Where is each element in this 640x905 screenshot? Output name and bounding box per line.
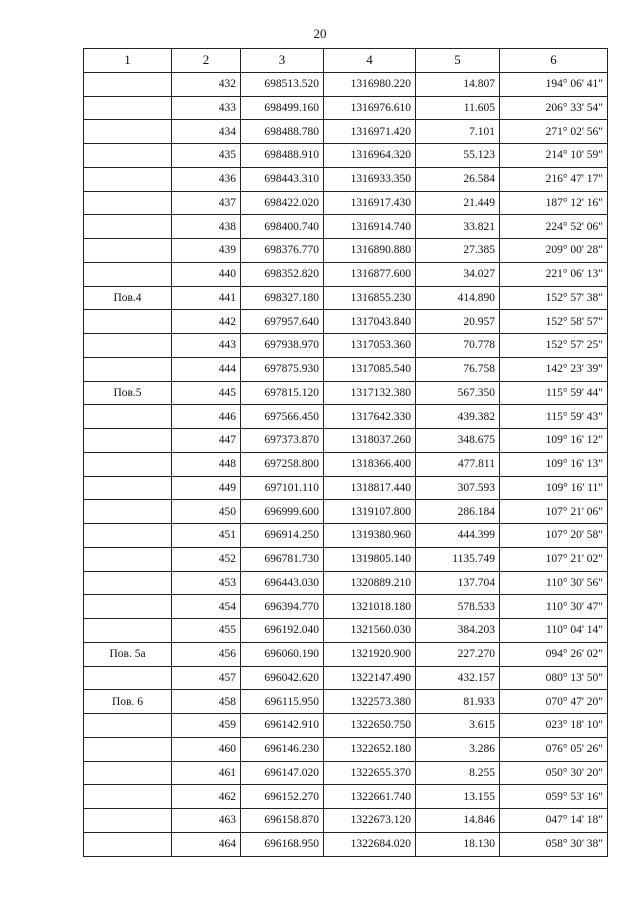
direction-angle: 110° 30' 47" bbox=[500, 595, 608, 619]
segment-length: 55.123 bbox=[416, 144, 500, 168]
coordinate-y: 1322650.750 bbox=[324, 714, 416, 738]
coordinate-y: 1321920.900 bbox=[324, 642, 416, 666]
page-number: 20 bbox=[313, 26, 327, 41]
segment-length: 3.615 bbox=[416, 714, 500, 738]
turn-point-label bbox=[84, 191, 172, 215]
coordinate-y: 1321018.180 bbox=[324, 595, 416, 619]
segment-length: 81.933 bbox=[416, 690, 500, 714]
coordinate-x: 696060.190 bbox=[241, 642, 324, 666]
direction-angle: 058° 30' 38" bbox=[500, 832, 608, 856]
coordinate-x: 696142.910 bbox=[241, 714, 324, 738]
direction-angle: 076° 05' 26" bbox=[500, 737, 608, 761]
coordinate-y: 1322673.120 bbox=[324, 809, 416, 833]
coordinate-x: 696152.270 bbox=[241, 785, 324, 809]
coordinates-table bbox=[83, 48, 608, 857]
coordinate-y: 1318037.260 bbox=[324, 429, 416, 453]
table-row bbox=[84, 737, 608, 761]
turn-point-label bbox=[84, 310, 172, 334]
segment-length: 14.807 bbox=[416, 72, 500, 96]
coordinate-x: 696042.620 bbox=[241, 666, 324, 690]
segment-length: 34.027 bbox=[416, 262, 500, 286]
direction-angle: 107° 20' 58" bbox=[500, 524, 608, 548]
table-row bbox=[84, 357, 608, 381]
coordinate-y: 1317642.330 bbox=[324, 405, 416, 429]
coordinate-x: 697258.800 bbox=[241, 452, 324, 476]
direction-angle: 152° 58' 57" bbox=[500, 310, 608, 334]
coordinate-x: 696147.020 bbox=[241, 761, 324, 785]
turn-point-label bbox=[84, 785, 172, 809]
table-row bbox=[84, 524, 608, 548]
coordinate-y: 1322573.380 bbox=[324, 690, 416, 714]
coordinate-x: 698352.820 bbox=[241, 262, 324, 286]
turn-point-label bbox=[84, 215, 172, 239]
table-row bbox=[84, 690, 608, 714]
point-number: 458 bbox=[172, 690, 241, 714]
point-number: 438 bbox=[172, 215, 241, 239]
direction-angle: 050° 30' 20" bbox=[500, 761, 608, 785]
coordinate-x: 697566.450 bbox=[241, 405, 324, 429]
coordinate-x: 698488.910 bbox=[241, 144, 324, 168]
point-number: 448 bbox=[172, 452, 241, 476]
table-row bbox=[84, 619, 608, 643]
point-number: 435 bbox=[172, 144, 241, 168]
segment-length: 444.399 bbox=[416, 524, 500, 548]
point-number: 445 bbox=[172, 381, 241, 405]
coordinate-y: 1316890.880 bbox=[324, 239, 416, 263]
point-number: 447 bbox=[172, 429, 241, 453]
coordinate-x: 697101.110 bbox=[241, 476, 324, 500]
coordinate-x: 696146.230 bbox=[241, 737, 324, 761]
table-row bbox=[84, 714, 608, 738]
segment-length: 76.758 bbox=[416, 357, 500, 381]
coordinate-y: 1316976.610 bbox=[324, 96, 416, 120]
segment-length: 1135.749 bbox=[416, 547, 500, 571]
direction-angle: 221° 06' 13" bbox=[500, 262, 608, 286]
table-row bbox=[84, 832, 608, 856]
turn-point-label: Пов. 5а bbox=[84, 642, 172, 666]
coordinate-y: 1317132.380 bbox=[324, 381, 416, 405]
coordinate-y: 1321560.030 bbox=[324, 619, 416, 643]
direction-angle: 107° 21' 06" bbox=[500, 500, 608, 524]
coordinate-y: 1316933.350 bbox=[324, 167, 416, 191]
turn-point-label bbox=[84, 809, 172, 833]
point-number: 459 bbox=[172, 714, 241, 738]
point-number: 463 bbox=[172, 809, 241, 833]
point-number: 460 bbox=[172, 737, 241, 761]
point-number: 437 bbox=[172, 191, 241, 215]
segment-length: 432.157 bbox=[416, 666, 500, 690]
segment-length: 18.130 bbox=[416, 832, 500, 856]
direction-angle: 206° 33' 54" bbox=[500, 96, 608, 120]
point-number: 440 bbox=[172, 262, 241, 286]
coordinate-y: 1317085.540 bbox=[324, 357, 416, 381]
coordinate-y: 1318366.400 bbox=[324, 452, 416, 476]
table-row bbox=[84, 96, 608, 120]
column-header: 1 bbox=[84, 49, 172, 73]
point-number: 452 bbox=[172, 547, 241, 571]
turn-point-label bbox=[84, 144, 172, 168]
segment-length: 14.846 bbox=[416, 809, 500, 833]
table-header-row bbox=[84, 49, 608, 73]
segment-length: 11.605 bbox=[416, 96, 500, 120]
point-number: 453 bbox=[172, 571, 241, 595]
table-row bbox=[84, 405, 608, 429]
point-number: 451 bbox=[172, 524, 241, 548]
coordinate-y: 1322147.490 bbox=[324, 666, 416, 690]
point-number: 464 bbox=[172, 832, 241, 856]
point-number: 436 bbox=[172, 167, 241, 191]
turn-point-label bbox=[84, 524, 172, 548]
segment-length: 414.890 bbox=[416, 286, 500, 310]
direction-angle: 214° 10' 59" bbox=[500, 144, 608, 168]
direction-angle: 094° 26' 02" bbox=[500, 642, 608, 666]
point-number: 432 bbox=[172, 72, 241, 96]
direction-angle: 271° 02' 56" bbox=[500, 120, 608, 144]
coordinate-x: 698443.310 bbox=[241, 167, 324, 191]
coordinate-x: 696999.600 bbox=[241, 500, 324, 524]
coordinate-x: 696115.950 bbox=[241, 690, 324, 714]
point-number: 441 bbox=[172, 286, 241, 310]
coordinate-x: 696914.250 bbox=[241, 524, 324, 548]
coordinate-y: 1316877.600 bbox=[324, 262, 416, 286]
table-row bbox=[84, 144, 608, 168]
point-number: 454 bbox=[172, 595, 241, 619]
direction-angle: 080° 13' 50" bbox=[500, 666, 608, 690]
table-row bbox=[84, 429, 608, 453]
segment-length: 8.255 bbox=[416, 761, 500, 785]
point-number: 461 bbox=[172, 761, 241, 785]
coordinate-y: 1319107.800 bbox=[324, 500, 416, 524]
table-body bbox=[84, 72, 608, 856]
coordinate-x: 696781.730 bbox=[241, 547, 324, 571]
point-number: 443 bbox=[172, 334, 241, 358]
segment-length: 578.533 bbox=[416, 595, 500, 619]
turn-point-label: Пов. 6 bbox=[84, 690, 172, 714]
column-header: 4 bbox=[324, 49, 416, 73]
coordinate-x: 698499.160 bbox=[241, 96, 324, 120]
direction-angle: 109° 16' 13" bbox=[500, 452, 608, 476]
turn-point-label: Пов.4 bbox=[84, 286, 172, 310]
segment-length: 227.270 bbox=[416, 642, 500, 666]
point-number: 439 bbox=[172, 239, 241, 263]
segment-length: 137.704 bbox=[416, 571, 500, 595]
direction-angle: 047° 14' 18" bbox=[500, 809, 608, 833]
point-number: 444 bbox=[172, 357, 241, 381]
coordinate-x: 696443.030 bbox=[241, 571, 324, 595]
point-number: 455 bbox=[172, 619, 241, 643]
turn-point-label bbox=[84, 595, 172, 619]
direction-angle: 152° 57' 25" bbox=[500, 334, 608, 358]
coordinate-x: 698422.020 bbox=[241, 191, 324, 215]
segment-length: 33.821 bbox=[416, 215, 500, 239]
column-header: 2 bbox=[172, 49, 241, 73]
turn-point-label bbox=[84, 239, 172, 263]
coordinate-x: 696192.040 bbox=[241, 619, 324, 643]
coordinate-y: 1316917.430 bbox=[324, 191, 416, 215]
direction-angle: 115° 59' 43" bbox=[500, 405, 608, 429]
point-number: 433 bbox=[172, 96, 241, 120]
table-row bbox=[84, 666, 608, 690]
point-number: 446 bbox=[172, 405, 241, 429]
direction-angle: 115° 59' 44" bbox=[500, 381, 608, 405]
point-number: 456 bbox=[172, 642, 241, 666]
coordinate-y: 1317053.360 bbox=[324, 334, 416, 358]
turn-point-label bbox=[84, 666, 172, 690]
turn-point-label bbox=[84, 357, 172, 381]
coordinate-y: 1322652.180 bbox=[324, 737, 416, 761]
direction-angle: 142° 23' 39" bbox=[500, 357, 608, 381]
segment-length: 477.811 bbox=[416, 452, 500, 476]
direction-angle: 109° 16' 12" bbox=[500, 429, 608, 453]
turn-point-label bbox=[84, 167, 172, 191]
turn-point-label bbox=[84, 72, 172, 96]
coordinate-y: 1316980.220 bbox=[324, 72, 416, 96]
table-row bbox=[84, 500, 608, 524]
direction-angle: 209° 00' 28" bbox=[500, 239, 608, 263]
direction-angle: 110° 30' 56" bbox=[500, 571, 608, 595]
point-number: 450 bbox=[172, 500, 241, 524]
turn-point-label bbox=[84, 405, 172, 429]
direction-angle: 194° 06' 41" bbox=[500, 72, 608, 96]
turn-point-label bbox=[84, 571, 172, 595]
table-row bbox=[84, 381, 608, 405]
coordinate-y: 1318817.440 bbox=[324, 476, 416, 500]
coordinate-x: 697957.640 bbox=[241, 310, 324, 334]
segment-length: 286.184 bbox=[416, 500, 500, 524]
turn-point-label bbox=[84, 547, 172, 571]
segment-length: 13.155 bbox=[416, 785, 500, 809]
segment-length: 20.957 bbox=[416, 310, 500, 334]
turn-point-label bbox=[84, 96, 172, 120]
table-row bbox=[84, 239, 608, 263]
direction-angle: 216° 47' 17" bbox=[500, 167, 608, 191]
direction-angle: 059° 53' 16" bbox=[500, 785, 608, 809]
table-row bbox=[84, 642, 608, 666]
turn-point-label bbox=[84, 334, 172, 358]
segment-length: 21.449 bbox=[416, 191, 500, 215]
table-row bbox=[84, 167, 608, 191]
coordinate-y: 1319805.140 bbox=[324, 547, 416, 571]
coordinate-x: 698376.770 bbox=[241, 239, 324, 263]
coordinate-x: 698400.740 bbox=[241, 215, 324, 239]
coordinate-y: 1316914.740 bbox=[324, 215, 416, 239]
segment-length: 26.584 bbox=[416, 167, 500, 191]
segment-length: 439.382 bbox=[416, 405, 500, 429]
direction-angle: 023° 18' 10" bbox=[500, 714, 608, 738]
coordinate-y: 1317043.840 bbox=[324, 310, 416, 334]
table-row bbox=[84, 262, 608, 286]
turn-point-label bbox=[84, 714, 172, 738]
point-number: 462 bbox=[172, 785, 241, 809]
turn-point-label bbox=[84, 761, 172, 785]
table-row bbox=[84, 120, 608, 144]
direction-angle: 110° 04' 14" bbox=[500, 619, 608, 643]
coordinate-y: 1316971.420 bbox=[324, 120, 416, 144]
coordinate-x: 697938.970 bbox=[241, 334, 324, 358]
turn-point-label bbox=[84, 619, 172, 643]
turn-point-label bbox=[84, 737, 172, 761]
turn-point-label bbox=[84, 452, 172, 476]
column-header: 3 bbox=[241, 49, 324, 73]
coordinate-y: 1319380.960 bbox=[324, 524, 416, 548]
table-row bbox=[84, 761, 608, 785]
segment-length: 27.385 bbox=[416, 239, 500, 263]
segment-length: 70.778 bbox=[416, 334, 500, 358]
coordinate-x: 697373.870 bbox=[241, 429, 324, 453]
turn-point-label bbox=[84, 262, 172, 286]
direction-angle: 152° 57' 38" bbox=[500, 286, 608, 310]
coordinate-x: 696394.770 bbox=[241, 595, 324, 619]
point-number: 434 bbox=[172, 120, 241, 144]
direction-angle: 070° 47' 20" bbox=[500, 690, 608, 714]
coordinate-x: 698513.520 bbox=[241, 72, 324, 96]
table-row bbox=[84, 785, 608, 809]
segment-length: 384.203 bbox=[416, 619, 500, 643]
point-number: 449 bbox=[172, 476, 241, 500]
segment-length: 567.350 bbox=[416, 381, 500, 405]
table-row bbox=[84, 191, 608, 215]
table-row bbox=[84, 72, 608, 96]
turn-point-label bbox=[84, 500, 172, 524]
direction-angle: 109° 16' 11" bbox=[500, 476, 608, 500]
table-row bbox=[84, 334, 608, 358]
column-header: 6 bbox=[500, 49, 608, 73]
turn-point-label bbox=[84, 429, 172, 453]
coordinate-y: 1322684.020 bbox=[324, 832, 416, 856]
table-row bbox=[84, 809, 608, 833]
direction-angle: 224° 52' 06" bbox=[500, 215, 608, 239]
direction-angle: 107° 21' 02" bbox=[500, 547, 608, 571]
coordinate-x: 698488.780 bbox=[241, 120, 324, 144]
table-row bbox=[84, 452, 608, 476]
coordinate-y: 1316964.320 bbox=[324, 144, 416, 168]
segment-length: 7.101 bbox=[416, 120, 500, 144]
coordinate-y: 1316855.230 bbox=[324, 286, 416, 310]
point-number: 442 bbox=[172, 310, 241, 334]
segment-length: 348.675 bbox=[416, 429, 500, 453]
table-row bbox=[84, 595, 608, 619]
coordinate-x: 696168.950 bbox=[241, 832, 324, 856]
segment-length: 307.593 bbox=[416, 476, 500, 500]
coordinate-x: 697875.930 bbox=[241, 357, 324, 381]
segment-length: 3.286 bbox=[416, 737, 500, 761]
direction-angle: 187° 12' 16" bbox=[500, 191, 608, 215]
point-number: 457 bbox=[172, 666, 241, 690]
coordinate-x: 697815.120 bbox=[241, 381, 324, 405]
table-row bbox=[84, 547, 608, 571]
turn-point-label bbox=[84, 476, 172, 500]
turn-point-label bbox=[84, 120, 172, 144]
column-header: 5 bbox=[416, 49, 500, 73]
table-row bbox=[84, 571, 608, 595]
table-row bbox=[84, 476, 608, 500]
coordinate-y: 1322655.370 bbox=[324, 761, 416, 785]
turn-point-label: Пов.5 bbox=[84, 381, 172, 405]
turn-point-label bbox=[84, 832, 172, 856]
table-row bbox=[84, 215, 608, 239]
coordinate-y: 1320889.210 bbox=[324, 571, 416, 595]
coordinate-x: 696158.870 bbox=[241, 809, 324, 833]
table-row bbox=[84, 310, 608, 334]
coordinate-y: 1322661.740 bbox=[324, 785, 416, 809]
coordinate-x: 698327.180 bbox=[241, 286, 324, 310]
table-row bbox=[84, 286, 608, 310]
